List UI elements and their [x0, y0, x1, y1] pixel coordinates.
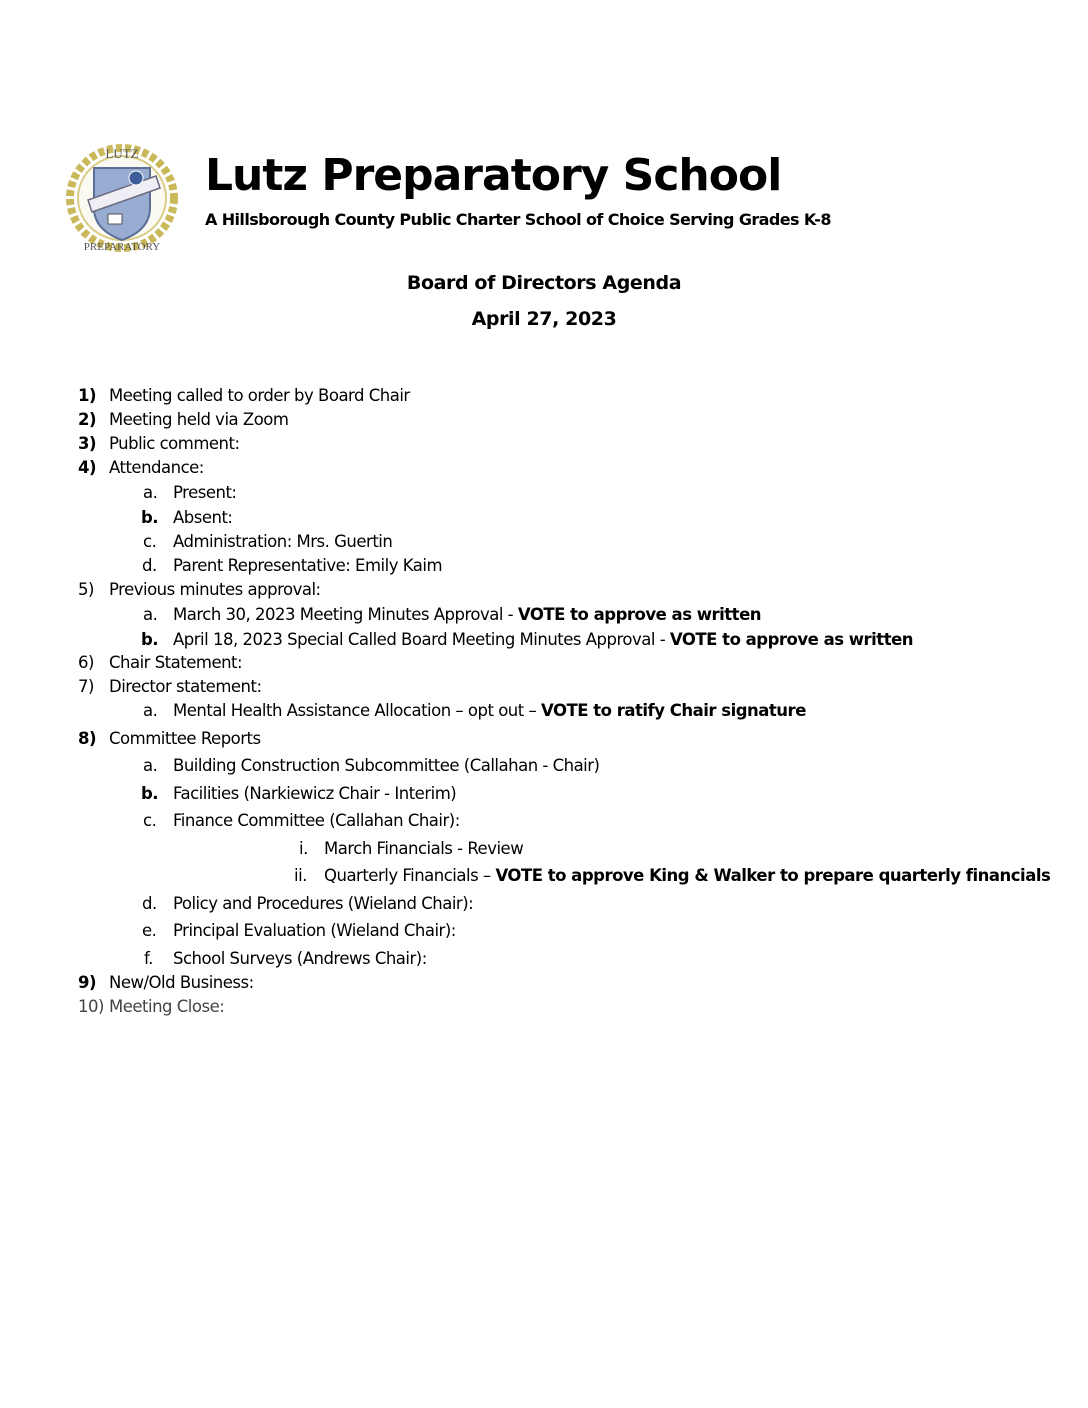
- item-letter: c.: [143, 811, 157, 830]
- item-text: Committee Reports: [109, 729, 261, 748]
- item-number: 6): [78, 653, 94, 672]
- item-number: 5): [78, 580, 94, 599]
- vote-action: VOTE to approve as written: [669, 630, 914, 649]
- item-number: 8): [78, 729, 97, 748]
- svg-text:LUTZ: LUTZ: [105, 146, 139, 161]
- svg-text:PREPARATORY: PREPARATORY: [83, 241, 161, 253]
- item-letter: a.: [143, 756, 158, 775]
- item-letter: a.: [143, 483, 158, 502]
- item-text: April 18, 2023 Special Called Board Meeting Minutes Approval -: [173, 630, 670, 649]
- item-text: Mental Health Assistance Allocation – opt out –: [173, 701, 541, 720]
- item-number: 7): [78, 677, 94, 696]
- item-text-with-vote: [324, 866, 1050, 886]
- agenda-date: April 27, 2023: [471, 308, 617, 330]
- item-text: Policy and Procedures (Wieland Chair):: [173, 894, 474, 913]
- item-text: Finance Committee (Callahan Chair):: [173, 811, 460, 830]
- item-text: New/Old Business:: [109, 973, 254, 992]
- item-text: Attendance:: [109, 458, 204, 477]
- item-text-with-vote: [173, 605, 761, 625]
- school-name: Lutz Preparatory School: [205, 150, 782, 201]
- item-text: Principal Evaluation (Wieland Chair):: [173, 921, 456, 940]
- item-number: 2): [78, 410, 97, 429]
- item-letter: b.: [141, 508, 159, 527]
- item-text: Parent Representative: Emily Kaim: [173, 556, 443, 575]
- item-letter: d.: [142, 894, 157, 913]
- item-number: 3): [78, 434, 97, 453]
- item-roman: i.: [299, 839, 308, 858]
- item-text: Absent:: [173, 508, 233, 527]
- item-number: 9): [78, 973, 97, 992]
- item-text: Facilities (Narkiewicz Chair - Interim): [173, 784, 457, 803]
- item-text: Administration: Mrs. Guertin: [173, 532, 393, 551]
- item-number: 4): [78, 458, 97, 477]
- item-letter: a.: [143, 605, 158, 624]
- item-letter: b.: [141, 784, 159, 803]
- item-text: School Surveys (Andrews Chair):: [173, 949, 427, 968]
- vote-action: VOTE to approve as written: [517, 605, 762, 624]
- item-text: March Financials - Review: [324, 839, 524, 858]
- item-roman: ii.: [294, 866, 307, 885]
- item-text: Previous minutes approval:: [109, 580, 321, 599]
- item-text: Present:: [173, 483, 237, 502]
- item-text-with-vote: [173, 630, 913, 650]
- vote-action: VOTE to ratify Chair signature: [540, 701, 806, 720]
- item-text: Meeting called to order by Board Chair: [109, 386, 410, 405]
- item-letter: b.: [141, 630, 159, 649]
- item-text: Director statement:: [109, 677, 262, 696]
- item-text: Quarterly Financials –: [324, 866, 496, 885]
- item-text: Meeting Close:: [109, 997, 225, 1016]
- item-text: Meeting held via Zoom: [109, 410, 289, 429]
- item-number: 10): [78, 997, 104, 1016]
- agenda-title: Board of Directors Agenda: [406, 272, 682, 294]
- item-number: 1): [78, 386, 97, 405]
- school-crest-logo: [64, 138, 180, 254]
- item-letter: e.: [142, 921, 157, 940]
- item-letter: f.: [144, 949, 153, 968]
- item-text: Building Construction Subcommittee (Callahan - Chair): [173, 756, 600, 775]
- item-text-with-vote: [173, 701, 806, 721]
- item-letter: d.: [142, 556, 157, 575]
- item-text: Public comment:: [109, 434, 240, 453]
- school-tagline: A Hillsborough County Public Charter School of Choice Serving Grades K-8: [205, 210, 831, 229]
- item-text: March 30, 2023 Meeting Minutes Approval -: [173, 605, 518, 624]
- item-text: Chair Statement:: [109, 653, 243, 672]
- item-letter: a.: [143, 701, 158, 720]
- item-letter: c.: [143, 532, 157, 551]
- vote-action: VOTE to approve King & Walker to prepare quarterly financials: [495, 866, 1051, 885]
